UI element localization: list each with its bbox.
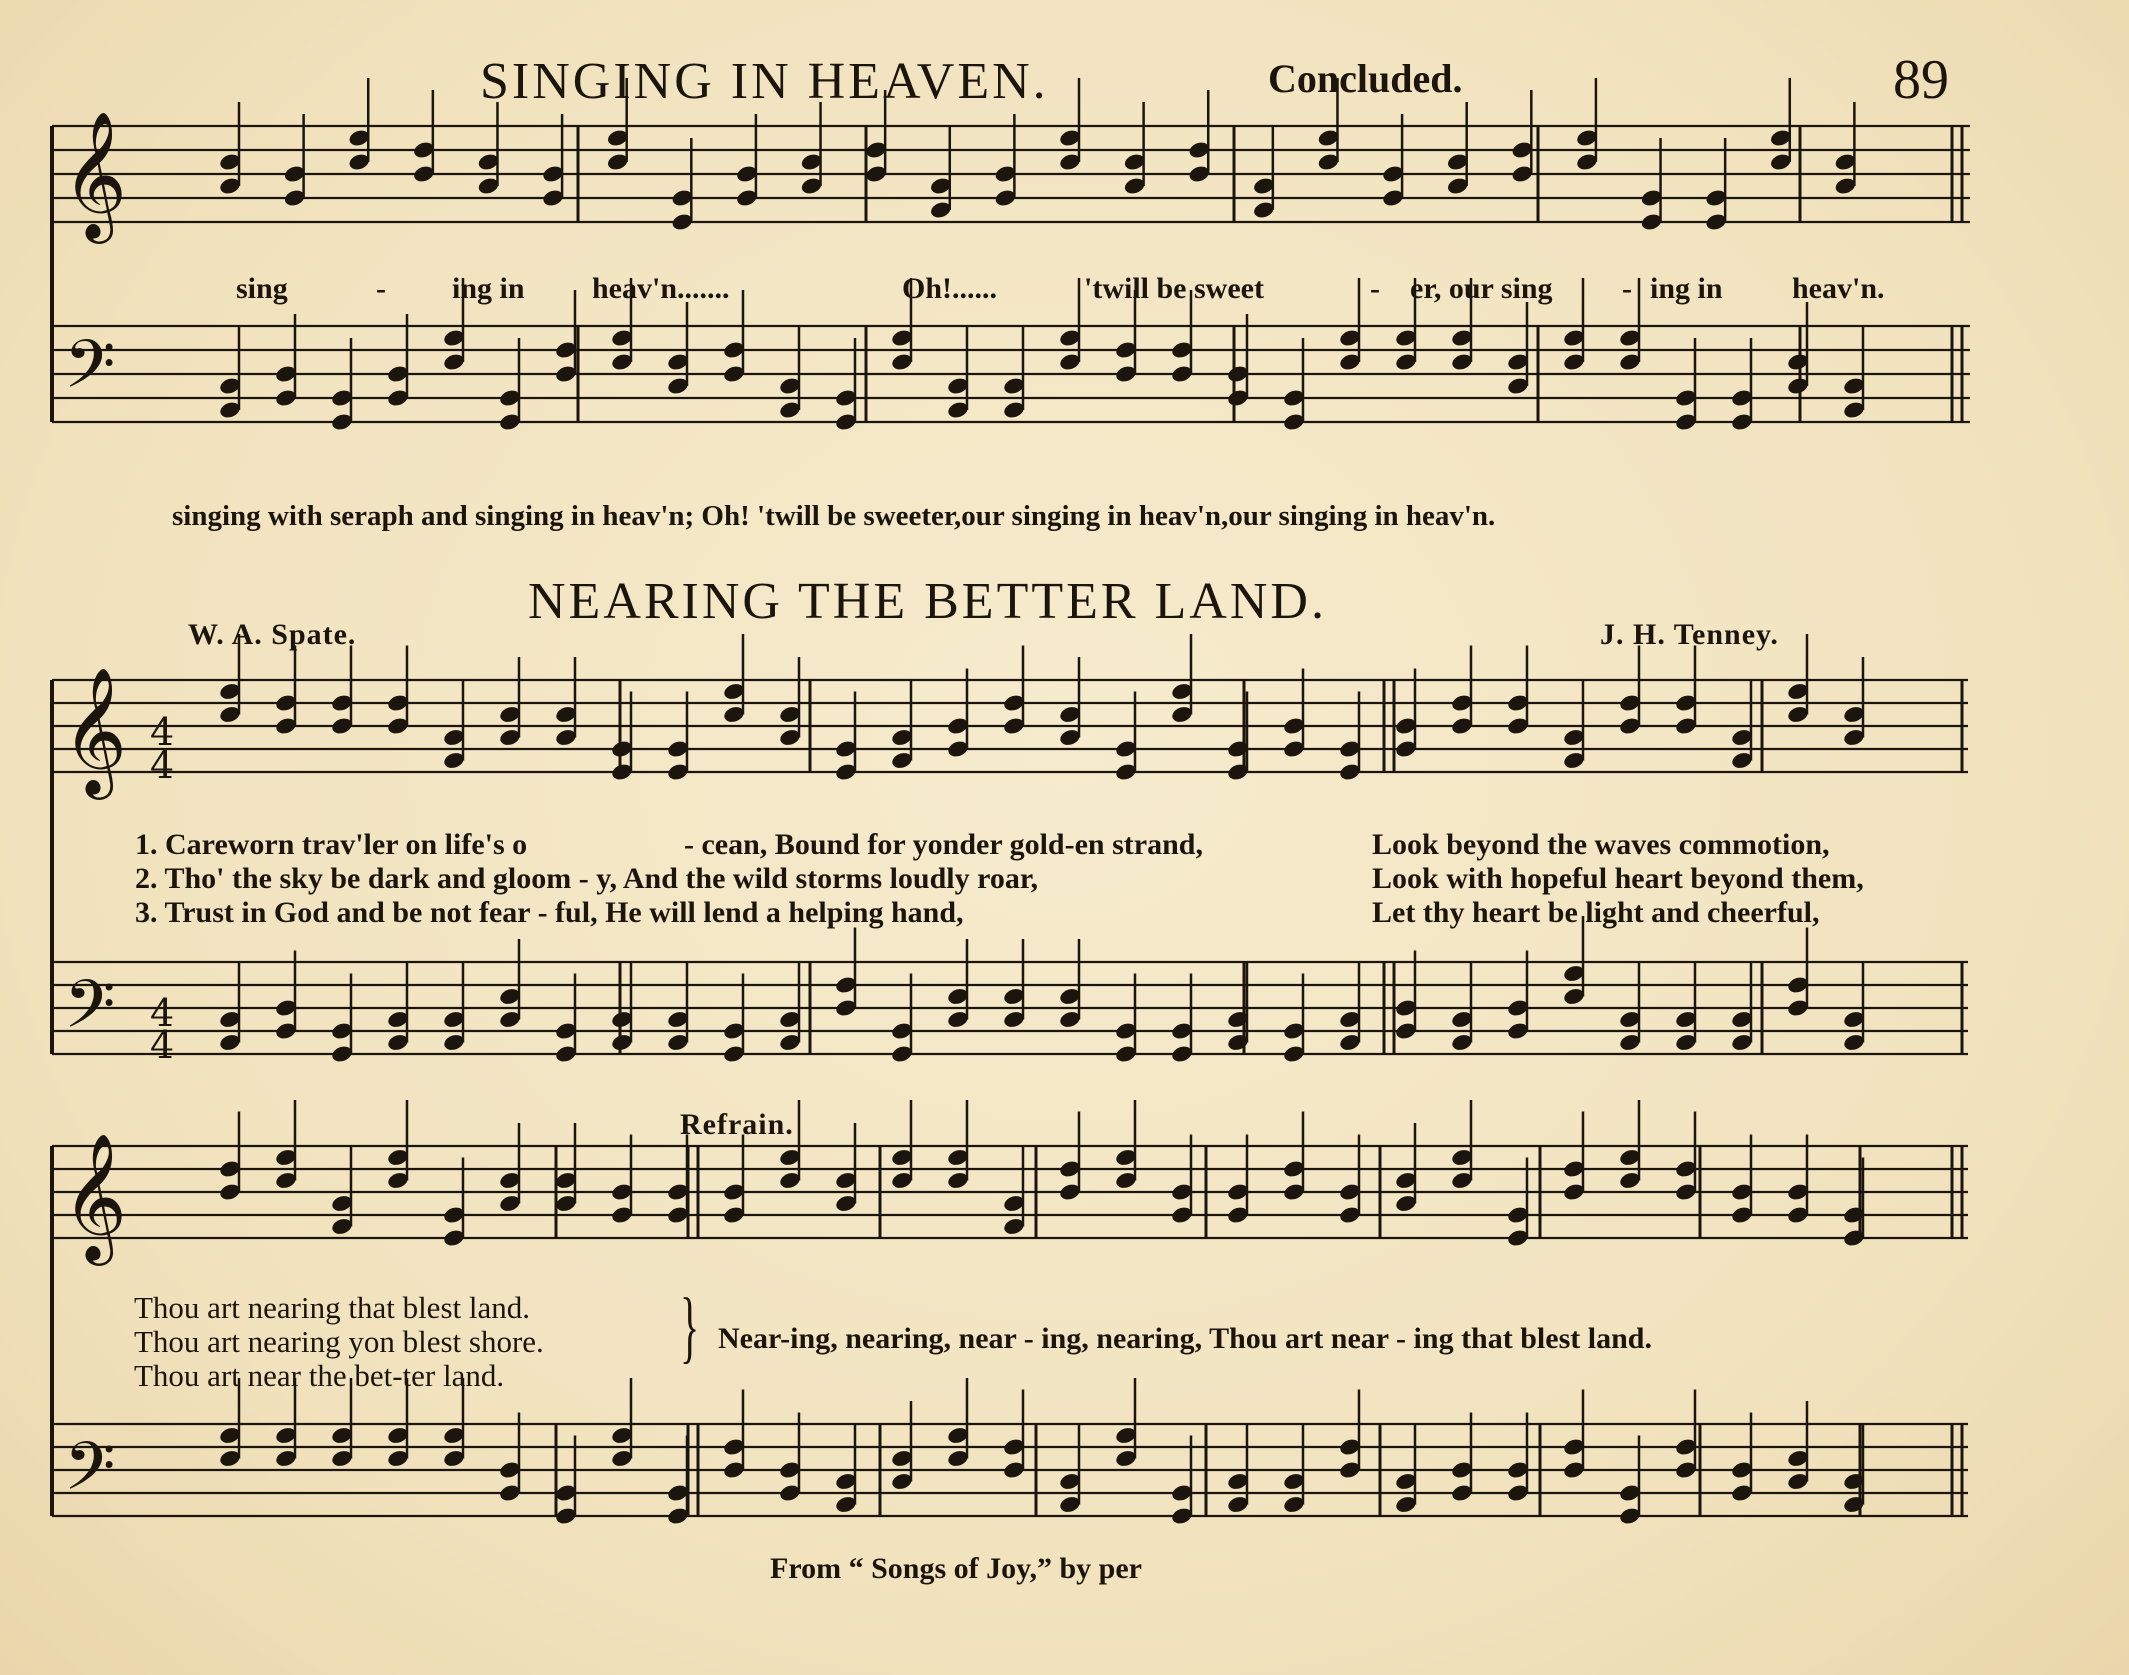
lyric-sing: sing — [236, 272, 288, 305]
lyric-heavn-end: heav'n. — [1792, 272, 1885, 305]
lyric-er-our-sing: er, our sing — [1410, 272, 1553, 305]
bass-clef-icon: 𝄢 — [64, 966, 116, 1059]
time-signature-bottom: 4 — [150, 1023, 175, 1067]
lyric-twill-be-sweet: 'twill be sweet — [1084, 272, 1264, 305]
treble-clef-icon: 𝄞 — [62, 666, 128, 794]
bass-clef-icon: 𝄢 — [64, 1428, 116, 1521]
verse-3-part-2: Let thy heart be light and cheerful, — [1372, 896, 1820, 929]
lyric-hyphen-2: - — [1370, 272, 1380, 305]
ending-line-1: Thou art nearing that blest land. — [134, 1290, 530, 1325]
lyric-hyphen-3: - — [1622, 272, 1632, 305]
refrain-lyric: Near-ing, nearing, near - ing, nearing, Thou art near - ing that blest land. — [718, 1322, 1652, 1355]
treble-clef-icon: 𝄞 — [62, 110, 128, 238]
arranger: J. H. Tenney. — [1600, 618, 1779, 651]
song-title-singing-in-heaven: SINGING IN HEAVEN. — [480, 53, 1049, 110]
bass-clef-icon: 𝄢 — [64, 326, 116, 419]
ending-line-2: Thou art nearing yon blest shore. — [134, 1324, 544, 1359]
composer: W. A. Spate. — [188, 618, 357, 651]
lyric-oh: Oh!...... — [902, 272, 998, 305]
refrain-label: Refrain. — [680, 1108, 794, 1141]
verse-2-part-2: Look with hopeful heart beyond them, — [1372, 862, 1864, 895]
time-signature-bottom: 4 — [150, 743, 175, 787]
verse-1-part-3: Look beyond the waves commotion, — [1372, 828, 1830, 861]
song-title-nearing-the-better-land: NEARING THE BETTER LAND. — [528, 573, 1327, 630]
lyric-hyphen: - — [376, 272, 386, 305]
verse-1-part-2: - cean, Bound for yonder gold-en strand, — [684, 828, 1203, 861]
lyric-ing-in-2: ing in — [1650, 272, 1723, 305]
lyric-heavn: heav'n....... — [592, 272, 730, 305]
verse-1-part-1: 1. Careworn trav'ler on life's o — [135, 828, 528, 861]
brace-icon: } — [680, 1283, 700, 1371]
verse-3-part-1: 3. Trust in God and be not fear - ful, He will lend a helping hand, — [135, 896, 964, 929]
page-number: 89 — [1893, 49, 1949, 111]
source-credit: From “ Songs of Joy,” by per — [770, 1552, 1142, 1585]
time-signature-top: 4 — [150, 710, 175, 754]
time-signature-top: 4 — [150, 991, 175, 1035]
ending-line-3: Thou art near the bet-ter land. — [134, 1358, 505, 1393]
lyric-ing-in: ing in — [452, 272, 525, 305]
lower-lyric-line: singing with seraph and singing in heav'n; Oh! 'twill be sweeter,our singing in heav'n,our singing in heav'n. — [172, 500, 1496, 532]
treble-clef-icon: 𝄞 — [62, 1132, 128, 1260]
verse-2-part-1: 2. Tho' the sky be dark and gloom - y, And the wild storms loudly roar, — [135, 862, 1038, 895]
concluded-label: Concluded. — [1268, 56, 1463, 101]
